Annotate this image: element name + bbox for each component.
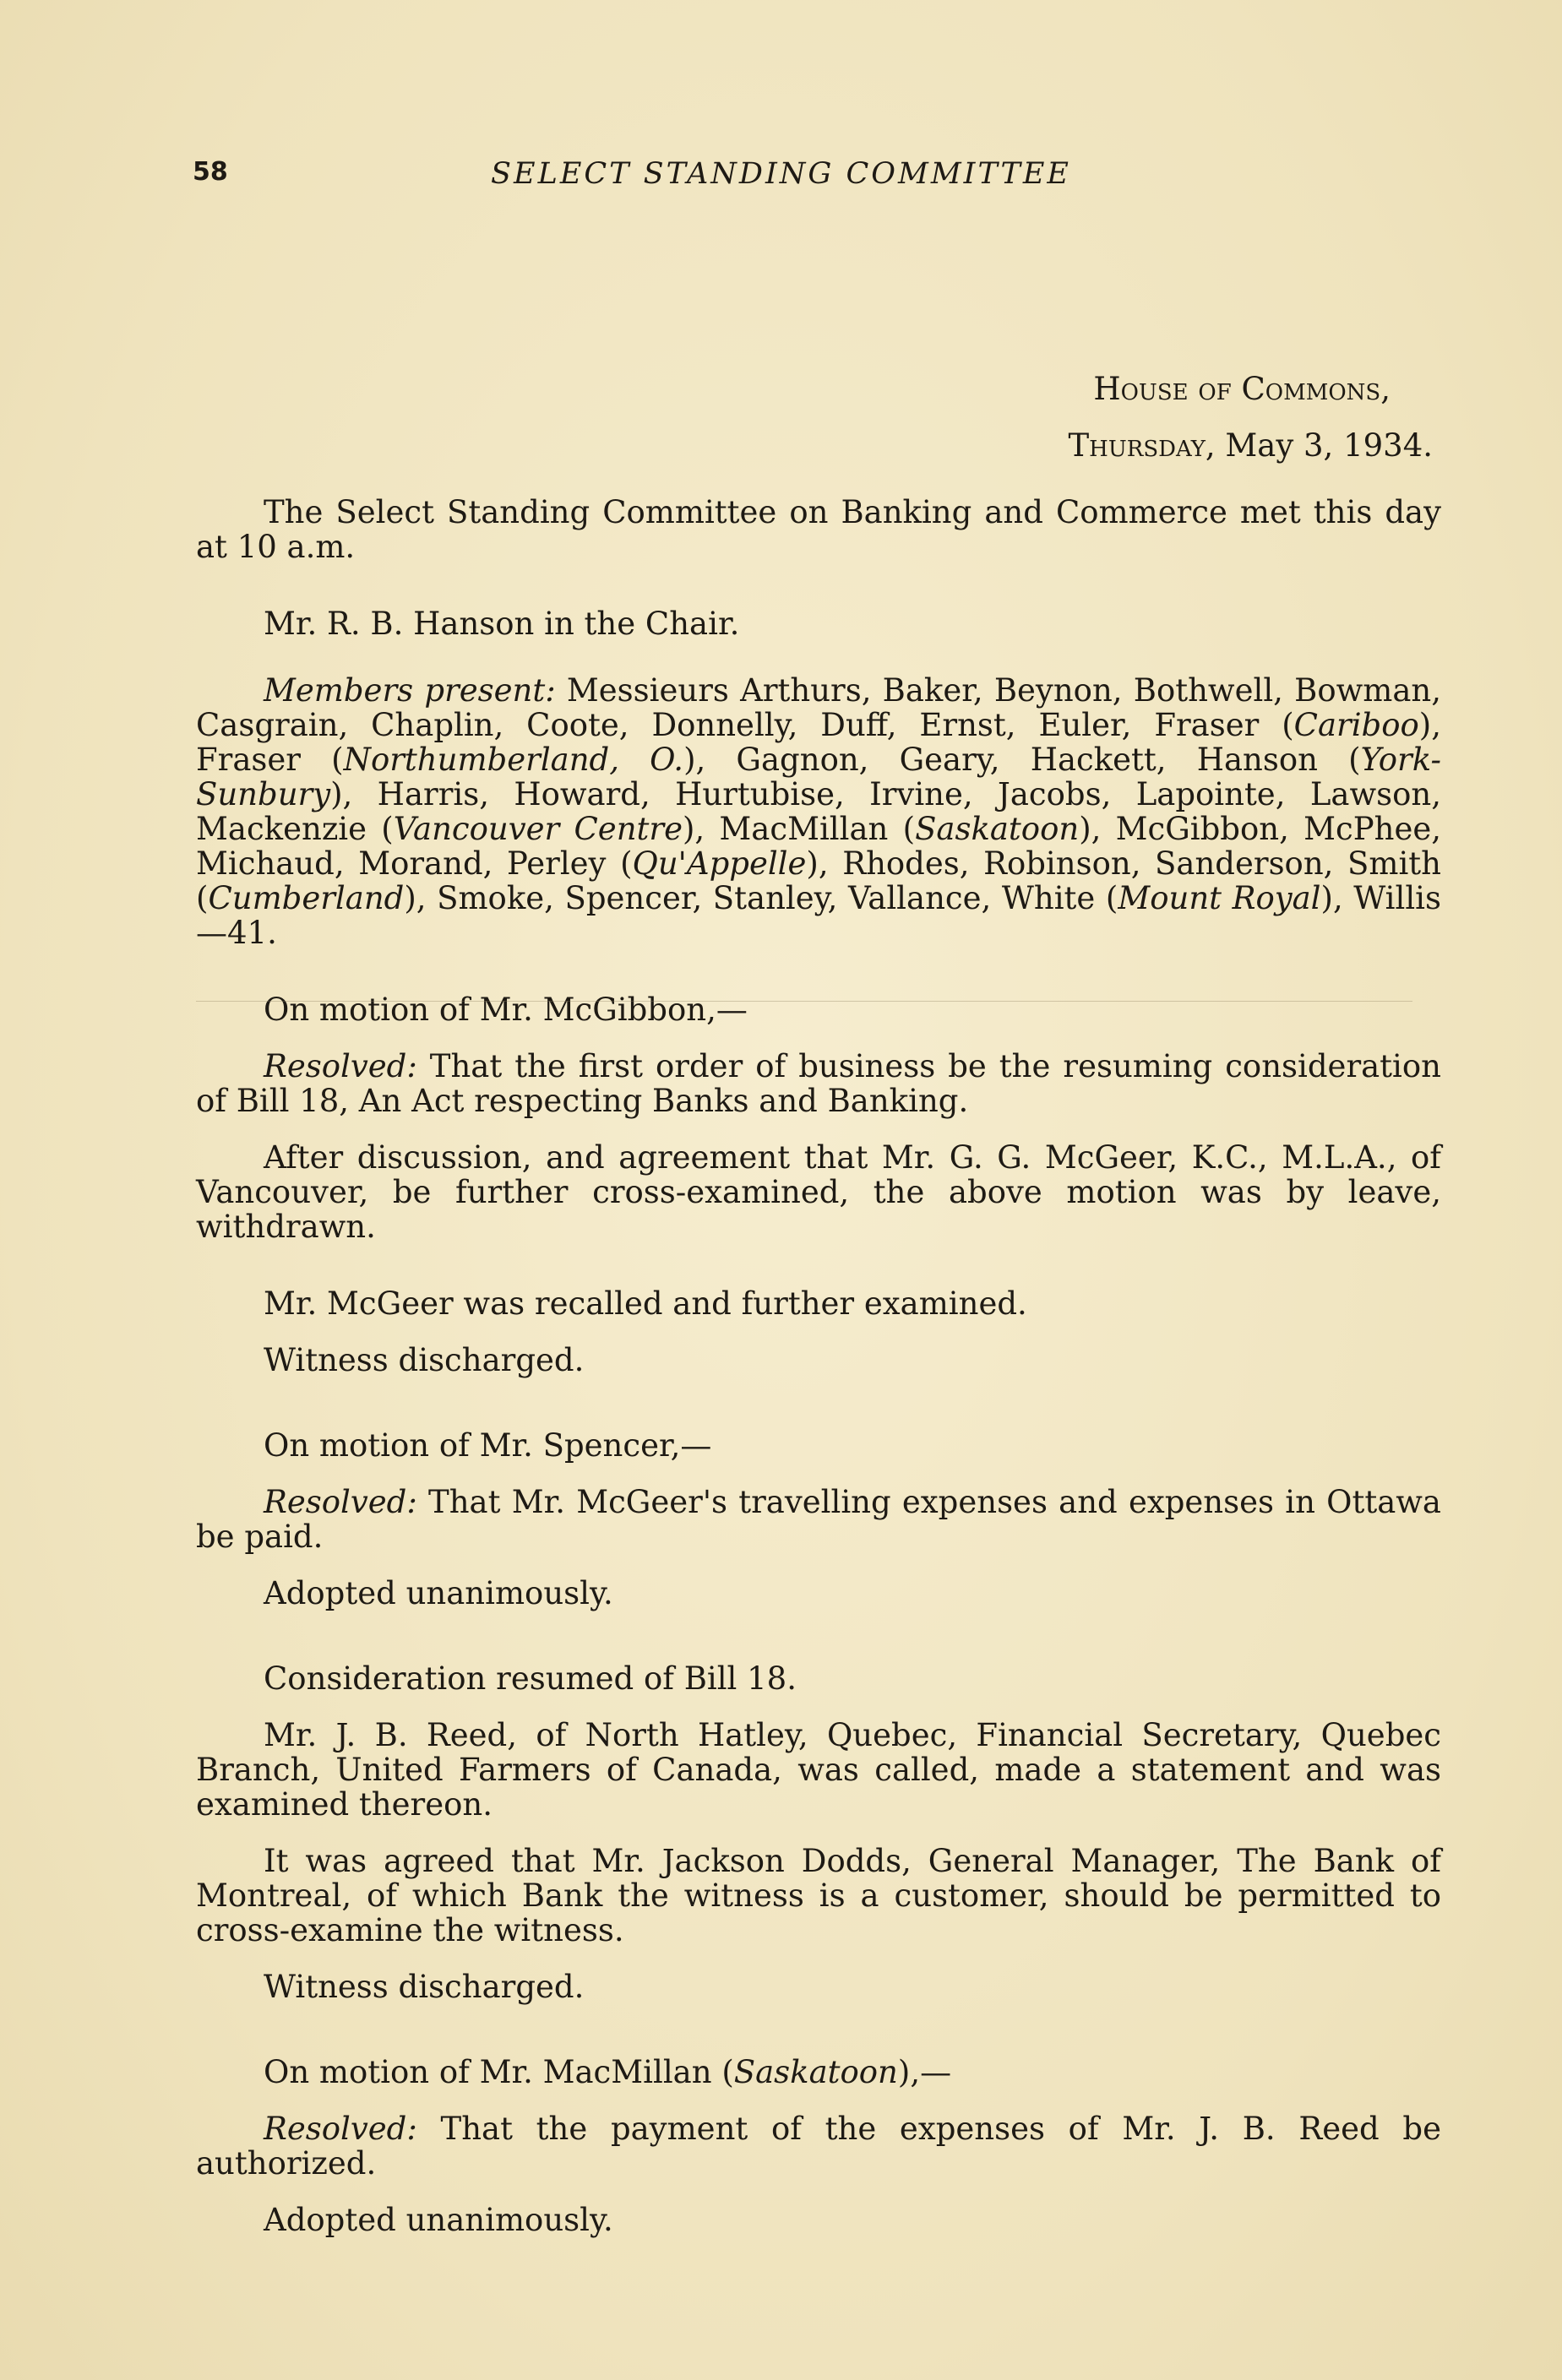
motion-mcgibbon: On motion of Mr. McGibbon,— — [264, 992, 748, 1028]
riding-quappelle: Qu'Appelle — [632, 845, 807, 882]
page-number: 58 — [193, 157, 228, 187]
dateline-date — [196, 428, 1441, 463]
resolved-text-1: That the first order of business be the resuming consideration of Bill 18, An Act respecting Banks and Banking. — [196, 1048, 1441, 1119]
adopted-1: Adopted unanimously. — [264, 1575, 613, 1611]
members-text-5: ), MacMillan ( — [682, 811, 916, 847]
riding-cumberland: Cumberland — [208, 880, 405, 916]
members-text-3: ), Gagnon, Geary, Hackett, Hanson ( — [683, 742, 1361, 778]
meeting-paragraph: The Select Standing Committee on Banking and Commerce met this day at 10 a.m. — [196, 494, 1441, 565]
witness-discharged-2: Witness discharged. — [264, 1969, 585, 2005]
mcgeer-recalled: Mr. McGeer was recalled and further examined. — [264, 1285, 1027, 1322]
riding-vancouver-centre: Vancouver Centre — [393, 811, 683, 847]
resolved-label: Resolved: — [264, 1484, 417, 1520]
resolved-expenses — [196, 1485, 1441, 1554]
resolved-text-3: That the payment of the expenses of Mr. J. B. Reed be authorized. — [196, 2111, 1441, 2182]
members-text-8: ), Smoke, Spencer, Stanley, Vallance, White ( — [404, 880, 1118, 916]
resolved-first-order — [196, 1049, 1441, 1118]
resolved-text-2: That Mr. McGeer's travelling expenses and expenses in Ottawa be paid. — [196, 1484, 1441, 1555]
members-label: Members present: — [264, 672, 556, 709]
riding-mount-royal: Mount Royal — [1118, 880, 1321, 916]
riding-york-sunbury: York-Sunbury — [196, 742, 1442, 812]
consideration-resumed: Consideration resumed of Bill 18. — [264, 1660, 797, 1697]
motion-spencer: On motion of Mr. Spencer,— — [264, 1427, 712, 1464]
resolved-label: Resolved: — [264, 2111, 417, 2147]
motion3-text-a: On motion of Mr. MacMillan ( — [264, 2054, 734, 2090]
members-paragraph — [196, 673, 1441, 950]
page-header — [0, 157, 1562, 208]
members-text-6: ), McGibbon, McPhee, Michaud, Morand, Perley ( — [196, 811, 1441, 882]
motion3-text-b: ),— — [897, 2054, 952, 2090]
dateline-place: House of Commons, — [1093, 371, 1391, 407]
members-text-4: ), Harris, Howard, Hurtubise, Irvine, Jacobs, Lapointe, Lawson, Mackenzie ( — [196, 776, 1441, 847]
resolved-label: Resolved: — [264, 1048, 417, 1084]
riding-northumberland: Northumberland, O. — [343, 742, 684, 778]
members-text-1: Messieurs Arthurs, Baker, Beynon, Bothwell, Bowman, Casgrain, Chaplin, Coote, Donnelly, Duff, Ernst, Euler, Fraser ( — [196, 672, 1441, 743]
chair-paragraph: Mr. R. B. Hanson in the Chair. — [264, 606, 740, 642]
riding-cariboo: Cariboo — [1293, 707, 1419, 743]
members-text-7: ), Rhodes, Robinson, Sanderson, Smith ( — [196, 845, 1441, 916]
dateline-date-text: May 3, 1934. — [1215, 427, 1433, 464]
motion-macmillan — [196, 2055, 1441, 2089]
members-text-9: ), Willis—41. — [196, 880, 1442, 951]
riding-saskatoon-2: Saskatoon — [733, 2054, 898, 2090]
members-text-2: ), Fraser ( — [196, 707, 1441, 778]
adopted-2: Adopted unanimously. — [264, 2202, 613, 2238]
reed-paragraph: Mr. J. B. Reed, of North Hatley, Quebec, Financial Secretary, Quebec Branch, United Farmers of Canada, was called, made a statement and was examined thereon. — [196, 1717, 1441, 1823]
page-body — [196, 372, 1441, 2237]
resolved-reed-expenses — [196, 2111, 1441, 2181]
dateline-day: Thursday, — [1068, 427, 1216, 464]
agreed-paragraph: It was agreed that Mr. Jackson Dodds, General Manager, The Bank of Montreal, of which Bank the witness is a customer, should be permitted to cross-examine the witness. — [196, 1843, 1441, 1948]
riding-saskatoon: Saskatoon — [915, 811, 1080, 847]
witness-discharged-1: Witness discharged. — [264, 1342, 585, 1378]
faint-rule — [196, 1001, 1412, 1002]
running-head: SELECT STANDING COMMITTEE — [491, 157, 1071, 191]
after-discussion-paragraph: After discussion, and agreement that Mr. G. G. McGeer, K.C., M.L.A., of Vancouver, be further cross-examined, the above motion was by leave, withdrawn. — [196, 1139, 1441, 1245]
